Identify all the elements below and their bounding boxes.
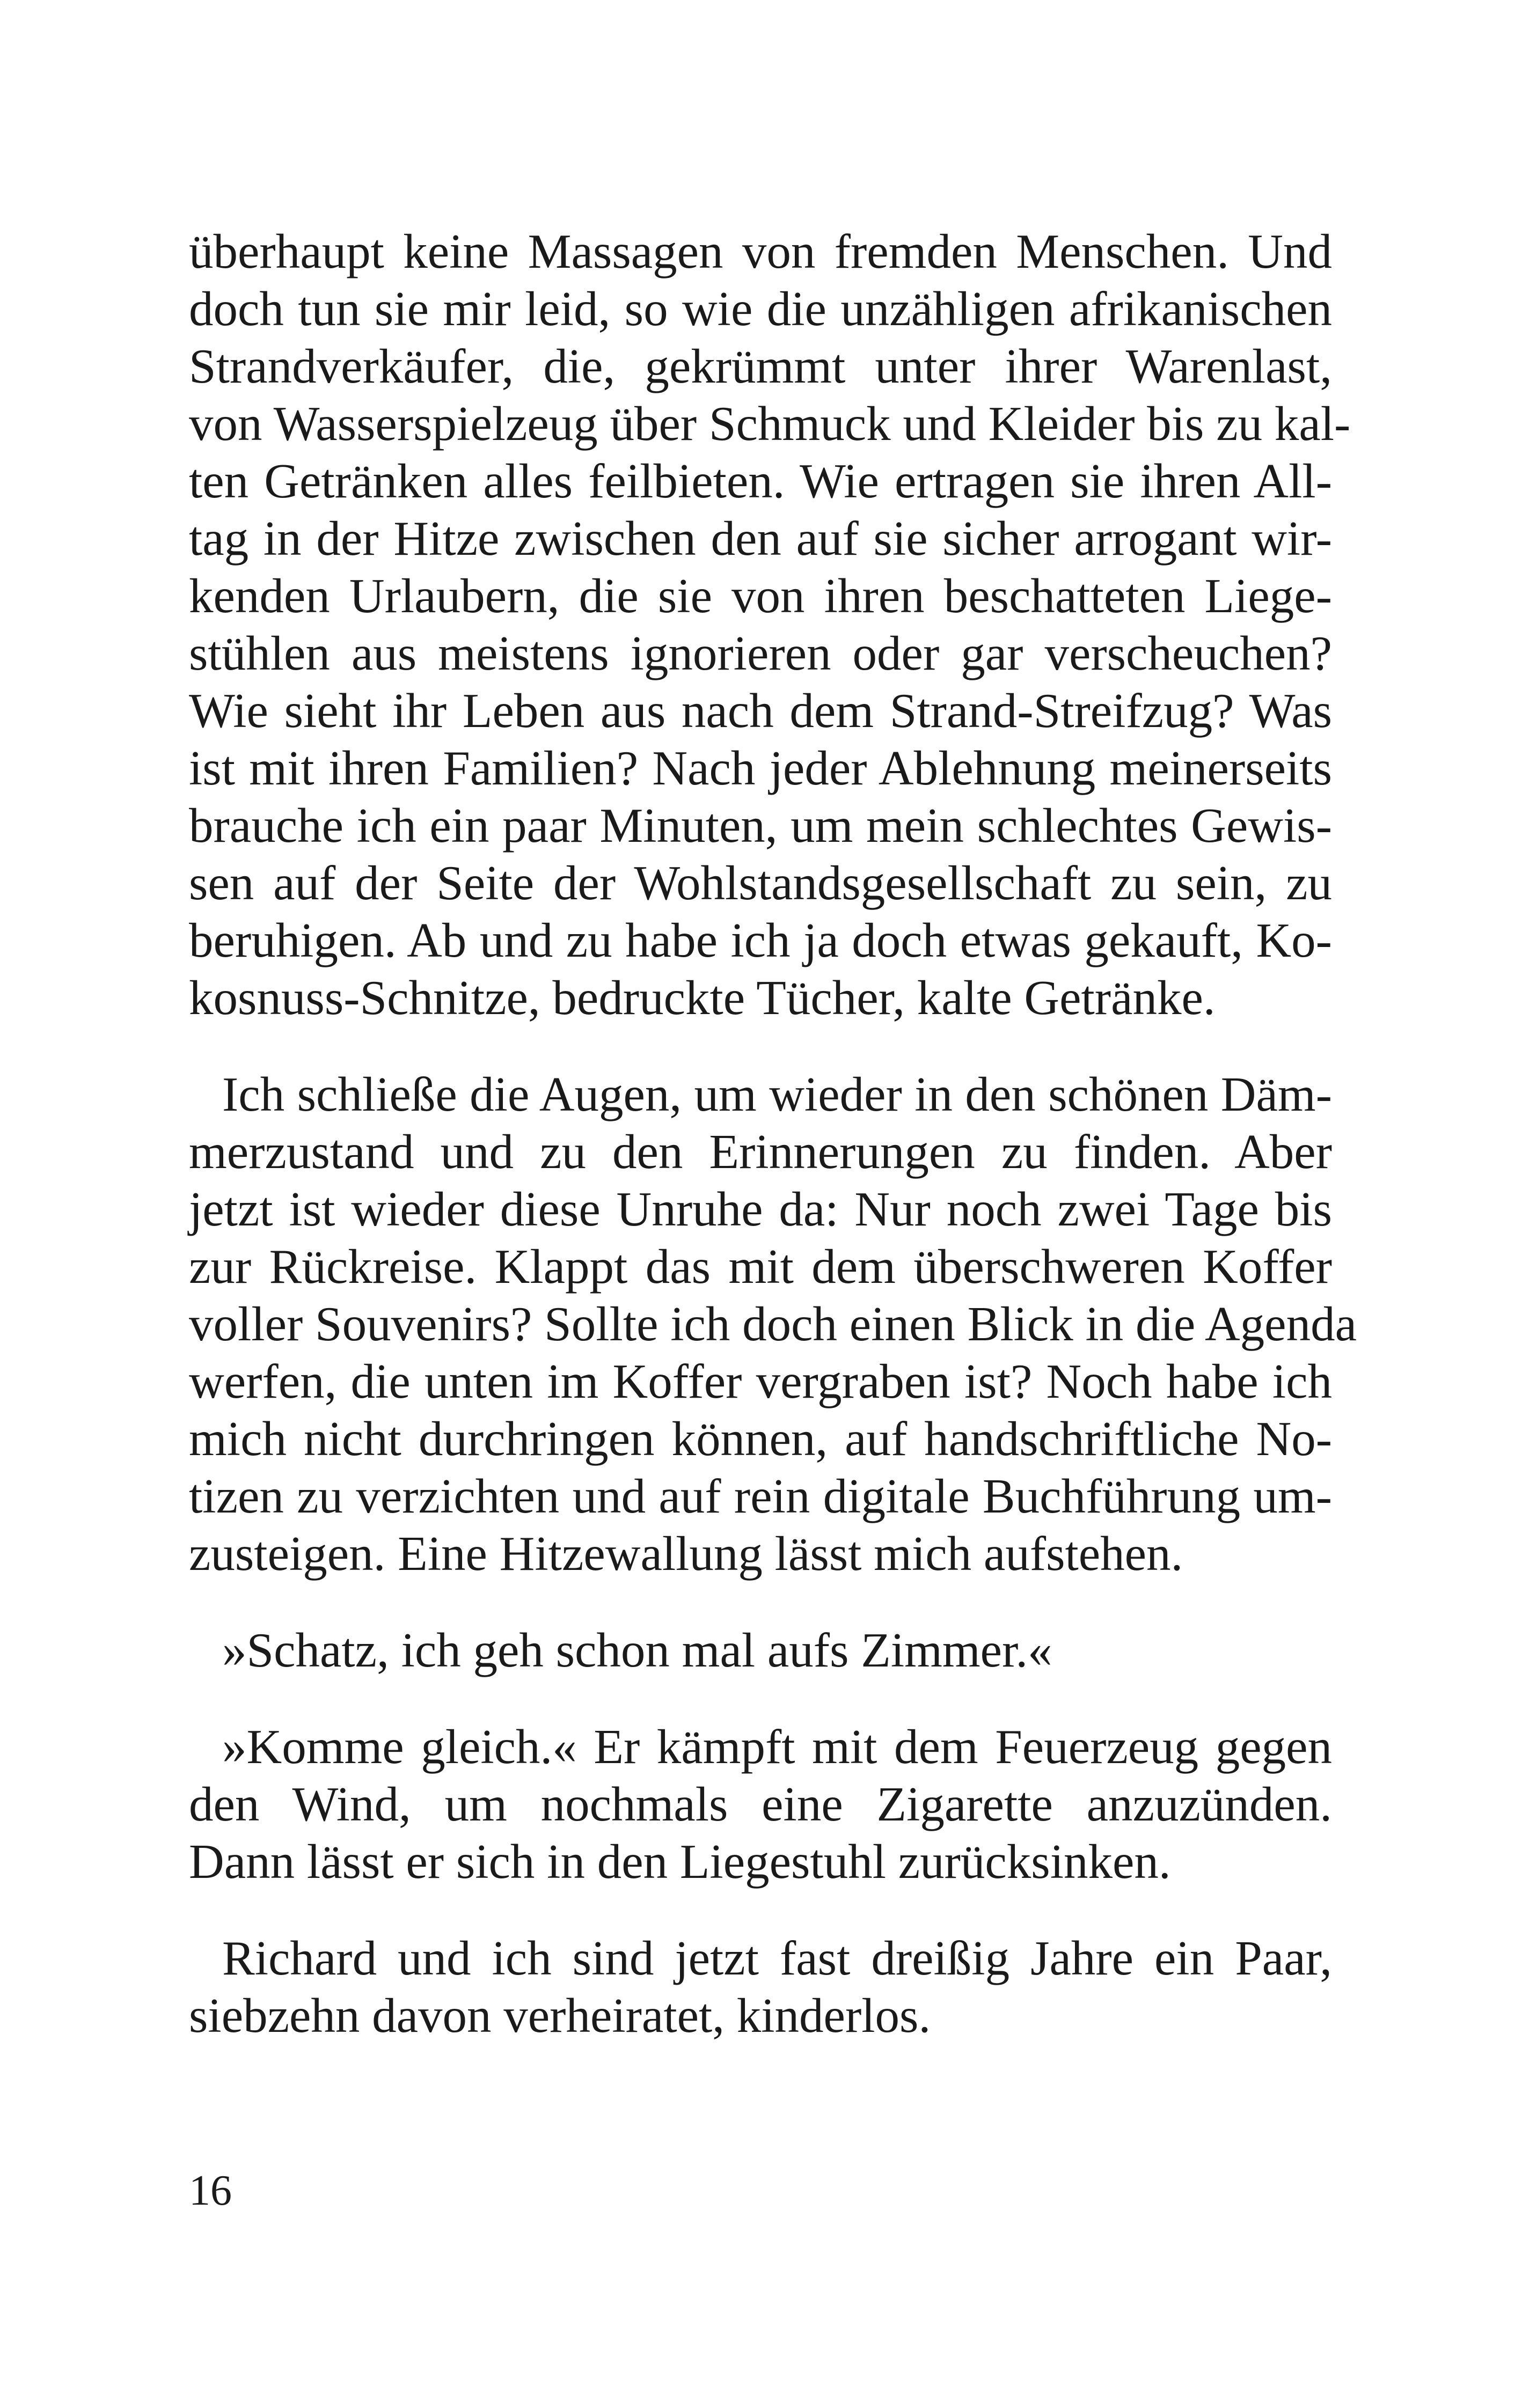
text-line: Richard und ich sind jetzt fast dreißig Jahre ein Paar, (222, 1931, 1332, 1985)
text-line: ist mit ihren Familien? Nach jeder Ablehnung meinerseits (189, 741, 1332, 795)
text-line: Strandverkäufer, die, gekrümmt unter ihrer Warenlast, (189, 339, 1332, 393)
text-line: Wie sieht ihr Leben aus nach dem Strand-Streifzug? Was (189, 684, 1332, 738)
text-line: mich nicht durchringen können, auf handschriftliche No- (189, 1412, 1332, 1466)
text-line: kosnuss-Schnitze, bedruckte Tücher, kalte Getränke. (189, 971, 1216, 1025)
text-line: ten Getränken alles feilbieten. Wie ertragen sie ihren All- (189, 454, 1332, 508)
text-line: tizen zu verzichten und auf rein digitale Buchführung um- (189, 1469, 1332, 1523)
paragraph-4 (189, 1718, 1332, 1890)
paragraph-2 (189, 1066, 1357, 1582)
text-line: werfen, die unten im Koffer vergraben ist? Noch habe ich (189, 1354, 1332, 1408)
page-number: 16 (189, 2167, 232, 2214)
text-line: voller Souvenirs? Sollte ich doch einen Blick in die Agenda (189, 1297, 1357, 1351)
text-line: stühlen aus meistens ignorieren oder gar verscheuchen? (189, 626, 1332, 680)
text-line: jetzt ist wieder diese Unruhe da: Nur noch zwei Tage bis (189, 1182, 1332, 1236)
text-line: den Wind, um nochmals eine Zigarette anzuzünden. (189, 1777, 1332, 1831)
text-line: zur Rückreise. Klappt das mit dem überschweren Koffer (189, 1239, 1332, 1294)
body-text (189, 223, 1357, 2083)
text-line: »Komme gleich.« Er kämpft mit dem Feuerzeug gegen (222, 1720, 1332, 1774)
paragraph-1 (189, 223, 1351, 1026)
text-line: Ich schließe die Augen, um wieder in den schönen Däm- (222, 1067, 1332, 1121)
text-line: doch tun sie mir leid, so wie die unzähligen afrikanischen (189, 282, 1332, 336)
text-line: Dann lässt er sich in den Liegestuhl zurücksinken. (189, 1834, 1171, 1889)
text-line: überhaupt keine Massagen von fremden Menschen. Und (189, 224, 1332, 278)
text-line: merzustand und zu den Erinnerungen zu finden. Aber (189, 1125, 1332, 1179)
text-line: tag in der Hitze zwischen den auf sie sicher arrogant wir- (189, 511, 1332, 566)
text-line: brauche ich ein paar Minuten, um mein schlechtes Gewis- (189, 798, 1332, 853)
text-line: »Schatz, ich geh schon mal aufs Zimmer.« (222, 1623, 1052, 1677)
text-line: zusteigen. Eine Hitzewallung lässt mich aufstehen. (189, 1526, 1183, 1581)
text-line: siebzehn davon verheiratet, kinderlos. (189, 1988, 931, 2043)
text-line: kenden Urlaubern, die sie von ihren beschatteten Liege- (189, 569, 1332, 623)
text-line: beruhigen. Ab und zu habe ich ja doch etwas gekauft, Ko- (189, 913, 1332, 967)
text-line: sen auf der Seite der Wohlstandsgesellschaft zu sein, zu (189, 856, 1332, 910)
paragraph-3 (189, 1621, 1332, 1679)
text-line: von Wasserspielzeug über Schmuck und Kleider bis zu kal- (189, 397, 1351, 451)
paragraph-5 (189, 1929, 1332, 2044)
